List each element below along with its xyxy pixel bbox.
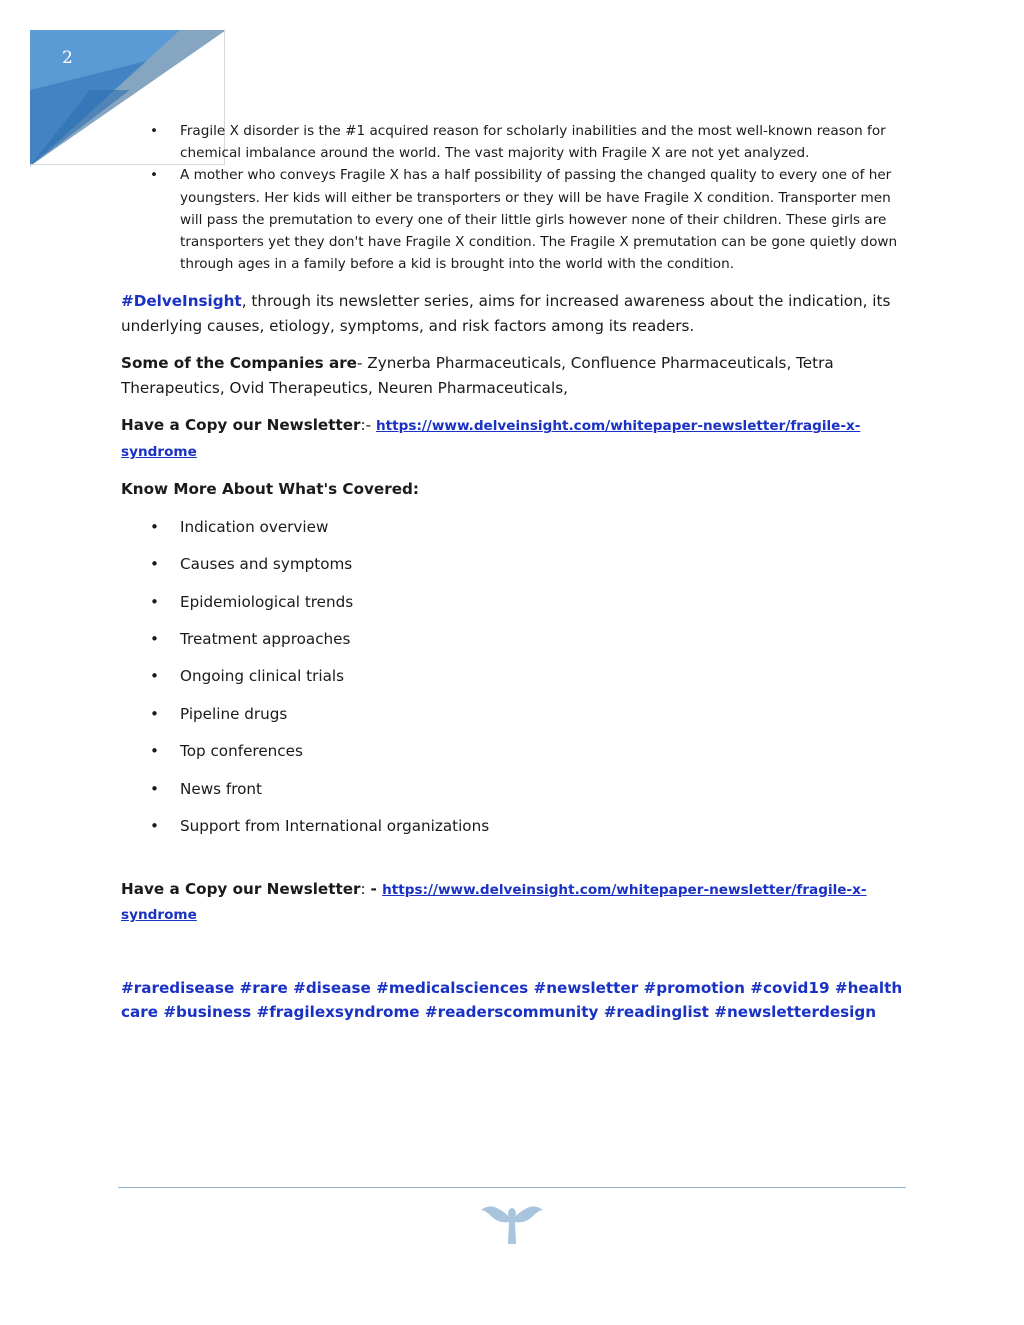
delveinsight-hashtag[interactable]: #DelveInsight [121, 292, 242, 311]
list-item: • A mother who conveys Fragile X has a half possibility of passing the changed quality to every one of her youngsters. Her kids will either be transporters or they will be have Fragile X condition. Transporter men will pass the premutation to every one of their little girls however none of their children. These girls are transporters yet they don't have Fragile X condition. The Fragile X premutation can be gone quietly down through ages in a family before a kid is brought into the world with the condition. [121, 164, 906, 275]
list-item: • Support from International organizations [121, 814, 906, 839]
fact-list [121, 120, 906, 275]
page-content [121, 120, 906, 1040]
list-item: • Fragile X disorder is the #1 acquired reason for scholarly inabilities and the most well-known reason for chemical imbalance around the world. The vast majority with Fragile X are not yet analyzed. [121, 120, 906, 164]
newsletter-copy-colon: : [360, 879, 371, 898]
list-item: • Epidemiological trends [121, 590, 906, 615]
companies-text: - Zynerba Pharmaceuticals, Confluence Pharmaceuticals, Tetra Therapeutics, Ovid Therapeutics, Neuren Pharmaceuticals, [121, 354, 834, 397]
newsletter-copy-label: Have a Copy our Newsletter [121, 416, 361, 435]
newsletter-copy-line [121, 413, 906, 464]
companies-label: Some of the Companies are [121, 354, 357, 373]
list-item: • News front [121, 777, 906, 802]
newsletter-copy-label: Have a Copy our Newsletter [121, 879, 361, 898]
hashtags[interactable]: #raredisease #rare #disease #medicalsciences #newsletter #promotion #covid19 #healthcare #business #fragilexsyndrome #readerscommunity #readinglist #newsletterdesign [121, 978, 903, 1022]
list-item: • Pipeline drugs [121, 702, 906, 727]
list-item: • Treatment approaches [121, 627, 906, 652]
list-item: • Indication overview [121, 515, 906, 540]
list-item: • Ongoing clinical trials [121, 664, 906, 689]
page-number: 2 [62, 48, 73, 68]
footer-divider [118, 1187, 906, 1188]
intro-paragraph [121, 289, 906, 338]
newsletter-copy-line-2 [121, 877, 906, 928]
newsletter-copy-dash: - [370, 879, 383, 898]
intro-text: , through its newsletter series, aims for increased awareness about the indication, its underlying causes, etiology, symptoms, and risk factors among its readers. [121, 292, 891, 335]
newsletter-link[interactable]: https://www.delveinsight.com/whitepaper-newsletter/fragile-x-syndrome [121, 418, 861, 460]
newsletter-copy-separator: :- [360, 416, 376, 435]
companies-paragraph [121, 351, 906, 400]
list-item: • Causes and symptoms [121, 552, 906, 577]
delveinsight-logo-icon [481, 1200, 543, 1244]
list-item: • Top conferences [121, 739, 906, 764]
covered-list [121, 515, 906, 839]
covered-heading: Know More About What's Covered: [121, 480, 419, 499]
newsletter-link[interactable]: https://www.delveinsight.com/whitepaper-newsletter/fragile-x-syndrome [121, 881, 867, 924]
